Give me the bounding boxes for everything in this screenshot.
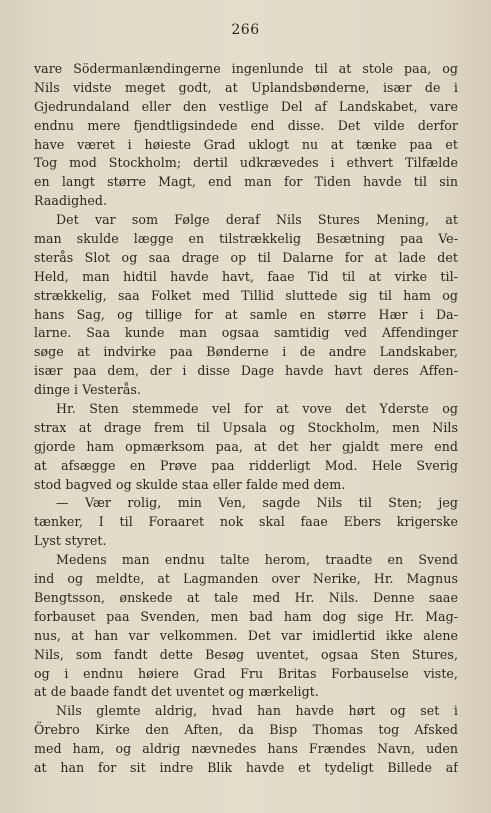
page-number: 266 [231, 22, 260, 38]
text-line: at de baade fandt det uventet og mærkeligt. [34, 684, 319, 700]
text-line: Medens man endnu talte herom, traadte en Svend [56, 552, 458, 568]
text-line: Det var som Følge deraf Nils Stures Mening, at [56, 212, 458, 228]
text-line: forbauset paa Svenden, men bad ham dog sige Hr. Mag- [34, 608, 458, 624]
text-line: strax at drage frem til Upsala og Stockholm, men Nils [34, 419, 458, 435]
text-line: Held, man hidtil havde havt, faae Tid til at virke til- [34, 268, 458, 284]
text-line: Nils, som fandt dette Besøg uventet, ogsaa Sten Stures, [34, 646, 458, 662]
text-line: og i endnu høiere Grad Fru Britas Forbauselse viste, [34, 665, 458, 681]
text-line: at afsægge en Prøve paa ridderligt Mod. Hele Sverig [34, 457, 458, 473]
text-line: en langt større Magt, end man for Tiden havde til sin [34, 174, 458, 190]
text-line: — Vær rolig, min Ven, sagde Nils til Sten; jeg [56, 495, 458, 511]
text-line: Raadighed. [34, 193, 108, 209]
text-line: Nils vidste meget godt, at Uplandsbønderne, især de i [34, 79, 458, 95]
text-line: strækkelig, saa Folket med Tillid sluttede sig til ham og [34, 287, 458, 303]
text-line: man skulde lægge en tilstrækkelig Besætning paa Ve- [34, 231, 458, 247]
text-line: at han for sit indre Blik havde et tydeligt Billede af [34, 759, 458, 775]
text-line: nus, at han var velkommen. Det var imidlertid ikke alene [34, 627, 458, 643]
text-line: sterås Slot og saa drage op til Dalarne for at lade det [34, 249, 458, 265]
text-line: hans Sag, og tillige for at samle en større Hær i Da- [34, 306, 458, 322]
text-line: gjorde ham opmærksom paa, at det her gjaldt mere end [34, 438, 458, 454]
body-text [34, 60, 458, 778]
text-line: ind og meldte, at Lagmanden over Nerike, Hr. Magnus [34, 571, 458, 587]
text-line: dinge i Vesterås. [34, 382, 141, 398]
text-line: vare Södermanlændingerne ingenlunde til at stole paa, og [34, 61, 458, 76]
text-line: Hr. Sten stemmede vel for at vove det Yderste og [56, 401, 458, 417]
text-line: søge at indvirke paa Bønderne i de andre Landskaber, [34, 344, 458, 360]
text-line: endnu mere fjendtligsindede end disse. Det vilde derfor [34, 117, 458, 133]
text-line: tænker, I til Foraaret nok skal faae Ebers krigerske [34, 514, 458, 530]
text-line: have været i høieste Grad uklogt nu at tænke paa et [34, 136, 458, 152]
text-line: især paa dem, der i disse Dage havde havt deres Affen- [34, 363, 458, 379]
text-line: Tog mod Stockholm; dertil udkrævedes i ethvert Tilfælde [34, 155, 458, 171]
text-line: Örebro Kirke den Aften, da Bisp Thomas tog Afsked [34, 722, 458, 738]
text-line: Bengtsson, ønskede at tale med Hr. Nils. Denne saae [34, 589, 458, 605]
text-line: Gjedrundaland eller den vestlige Del af Landskabet, vare [34, 98, 458, 114]
text-line: larne. Saa kunde man ogsaa samtidig ved Affendinger [34, 325, 458, 341]
text-line: Nils glemte aldrig, hvad han havde hørt og set i [56, 703, 458, 719]
text-line: Lyst styret. [34, 533, 107, 549]
text-line: stod bagved og skulde staa eller falde med dem. [34, 476, 346, 492]
text-line: med ham, og aldrig nævnedes hans Frændes Navn, uden [34, 741, 458, 757]
